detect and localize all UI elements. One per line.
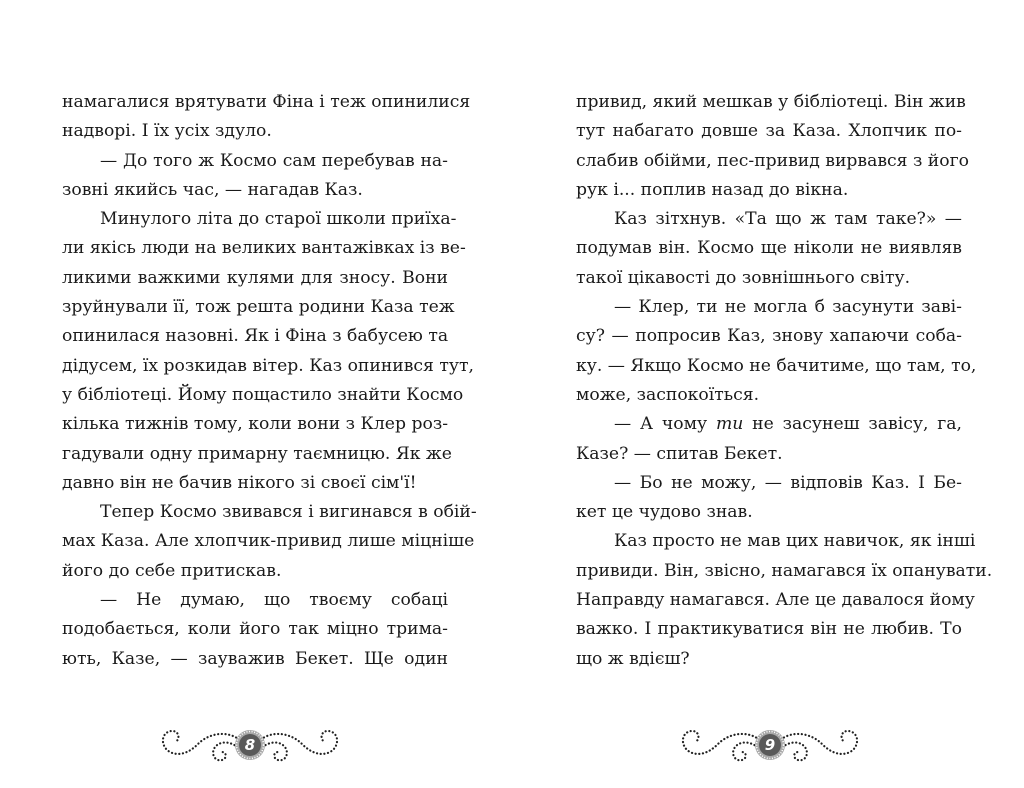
text-line (576, 176, 962, 205)
text-line (62, 147, 448, 176)
text-segment: — До того ж Космо сам перебував на- (100, 150, 448, 171)
text-line (62, 293, 455, 322)
text-line (62, 176, 448, 205)
text-line (576, 527, 976, 556)
text-line (62, 586, 448, 615)
text-segment: дідусем, їх розкидав вітер. Каз опинився тут, (62, 355, 474, 376)
text-line (576, 381, 962, 410)
text-segment: опинилася назовні. Як і Фіна з бабусею та (62, 326, 449, 347)
text-segment: — Не думаю, що твоєму собаці (100, 590, 448, 611)
text-line (62, 88, 471, 117)
text-segment: його до себе притискав. (62, 560, 282, 581)
text-segment: рук і... поплив назад до вікна. (576, 179, 849, 200)
text-line (62, 440, 452, 469)
text-line (62, 557, 448, 586)
text-line (576, 410, 962, 439)
text-segment: ку. — Якщо Космо не бачитиме, що там, то, (576, 355, 977, 376)
text-line (62, 117, 448, 146)
text-segment: що ж вдієш? (576, 648, 690, 669)
text-segment: зовні якийсь час, — нагадав Каз. (62, 179, 363, 200)
text-segment: Казе? — спитав Бекет. (576, 443, 783, 464)
text-line (576, 264, 962, 293)
text-line (576, 117, 962, 146)
text-segment: — А чому (614, 414, 716, 435)
text-segment: Минулого літа до старої школи приїха- (100, 209, 457, 230)
text-line (62, 234, 466, 263)
text-line (576, 586, 975, 615)
text-line (576, 557, 993, 586)
text-line (62, 615, 448, 644)
text-segment: надворі. І їх усіх здуло. (62, 121, 272, 142)
text-segment: мах Каза. Але хлопчик-привид лише міцніше (62, 531, 475, 552)
text-segment: привиди. Він, звісно, намагався їх опанувати. (576, 560, 993, 581)
text-segment: давно він не бачив нікого зі своєї сім'ї! (62, 472, 417, 493)
text-line (62, 352, 474, 381)
text-line (576, 147, 969, 176)
text-line (576, 322, 962, 351)
text-segment: Каз зітхнув. «Та що ж там таке?» — (614, 209, 962, 230)
text-line (576, 352, 977, 381)
text-segment: зруйнували її, тож решта родини Каза теж (62, 297, 455, 318)
text-line (576, 615, 962, 644)
text-line (576, 645, 962, 674)
text-segment: привид, який мешкав у бібліотеці. Він жив (576, 92, 966, 112)
text-line (62, 645, 448, 674)
text-segment: слабив обійми, пес-привид вирвався з його (576, 150, 969, 171)
page-number-ornament-right (670, 722, 870, 772)
text-line (62, 264, 448, 293)
text-segment: у бібліотеці. Йому пощастило знайти Космо (62, 384, 464, 405)
text-segment: подобається, коли його так міцно трима- (62, 619, 448, 640)
text-line (576, 498, 962, 527)
text-line (576, 293, 962, 322)
italic-text: ти (715, 414, 744, 435)
text-segment: су? — попросив Каз, знову хапаючи соба- (576, 326, 962, 347)
text-line (62, 322, 448, 351)
text-line (62, 410, 448, 439)
text-segment: тут набагато довше за Каза. Хлопчик по- (576, 121, 962, 142)
text-line (62, 527, 475, 556)
text-line (576, 469, 962, 498)
text-segment: — Бо не можу, — відповів Каз. І Бе- (614, 472, 962, 493)
text-line (62, 469, 448, 498)
text-segment: кілька тижнів тому, коли вони з Клер роз- (62, 414, 448, 435)
text-segment: ли якісь люди на великих вантажівках із ве- (62, 238, 466, 259)
text-segment: не засунеш завісу, га, (743, 414, 962, 435)
text-segment: Направду намагався. Але це давалося йому (576, 590, 975, 611)
text-segment: — Клер, ти не могла б засунути заві- (614, 297, 962, 318)
text-line (62, 498, 477, 527)
text-line (576, 440, 962, 469)
text-line (576, 88, 966, 117)
text-segment: кет це чудово знав. (576, 502, 753, 523)
text-segment: ликими важкими кулями для зносу. Вони (62, 267, 448, 288)
text-line (62, 205, 457, 234)
text-segment: може, заспокоїться. (576, 384, 760, 405)
page-number: 8 (244, 736, 256, 754)
text-segment: намагалися врятувати Фіна і теж опинилися (62, 92, 471, 112)
text-segment: ють, Казе, — зауважив Бекет. Ще один (62, 648, 448, 669)
text-segment: Тепер Космо звивався і вигинався в обій- (100, 502, 477, 523)
text-line (576, 234, 962, 263)
text-segment: Каз просто не мав цих навичок, як інші (614, 531, 976, 552)
page-number-ornament-left (150, 722, 350, 772)
text-segment: подумав він. Космо ще ніколи не виявляв (576, 238, 962, 259)
page-number: 9 (764, 736, 776, 754)
text-segment: гадували одну примарну таємницю. Як же (62, 443, 452, 464)
text-segment: такої цікавості до зовнішнього світу. (576, 267, 911, 288)
right-page-text (576, 88, 993, 674)
text-line (576, 205, 962, 234)
left-page-text (62, 88, 477, 674)
text-line (62, 381, 464, 410)
text-segment: важко. І практикуватися він не любив. То (576, 619, 962, 640)
